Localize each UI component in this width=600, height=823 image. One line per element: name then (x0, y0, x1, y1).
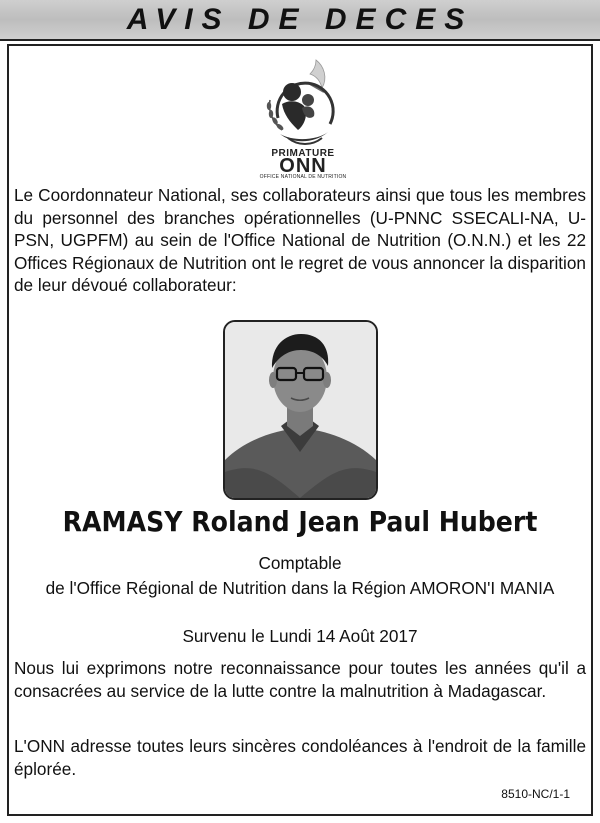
logo-primature-text: PRIMATURE (271, 148, 335, 159)
deceased-name: RAMASY Roland Jean Paul Hubert (62, 505, 538, 538)
date-of-death: Survenu le Lundi 14 Août 2017 (182, 626, 418, 646)
deceased-role: Comptable (258, 553, 342, 573)
banner-title: AVIS DE DECES (126, 2, 474, 36)
portrait-photo-icon (225, 322, 376, 498)
onn-emblem-icon (258, 54, 348, 150)
intro-paragraph: Le Coordonnateur National, ses collaborateurs ainsi que tous les membres du personnel des branches opérationnelles (U-PNNC SSECALI-NA, U-PSN, UGPFM) au sein de l'Office National de Nutrition (O.N.N.) et les 22 Offices Régionaux de Nutrition ont le regret de vous annoncer la disparition de leur dévoué collaborateur: (14, 185, 586, 296)
logo-subtitle: OFFICE NATIONAL DE NUTRITION (259, 174, 347, 180)
portrait-photo (223, 320, 378, 500)
onn-logo (258, 54, 348, 180)
notice-banner (0, 0, 600, 41)
logo-acronym: ONN (279, 155, 327, 177)
condolences-paragraph: L'ONN adresse toutes leurs sincères condoléances à l'endroit de la famille éplorée. (14, 736, 586, 779)
deceased-office: de l'Office Régional de Nutrition dans la Région AMORON'I MANIA (45, 578, 555, 598)
thanks-paragraph: Nous lui exprimons notre reconnaissance pour toutes les années qu'il a consacrées au service de la lutte contre la malnutrition à Madagascar. (14, 658, 586, 701)
reference-code: 8510-NC/1-1 (501, 787, 570, 801)
